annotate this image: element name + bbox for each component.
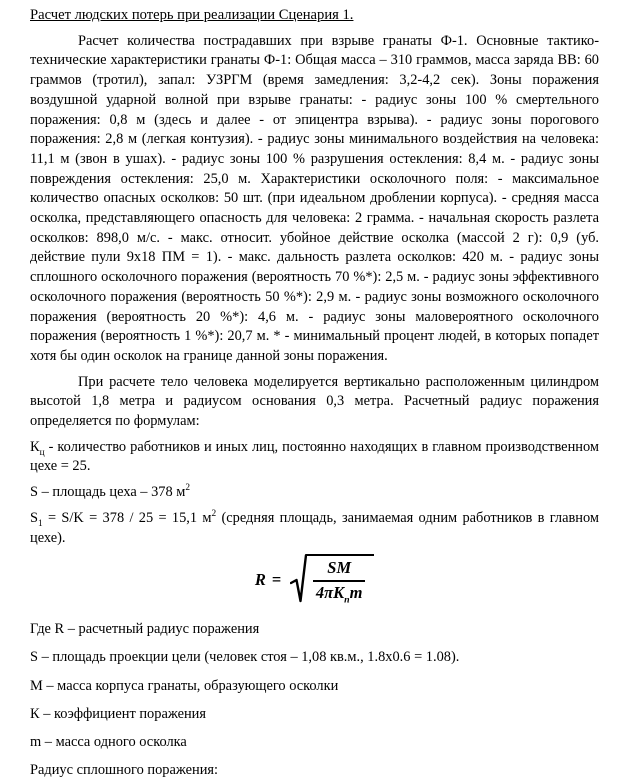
where-r-line: Где R – расчетный радиус поражения [30, 621, 260, 638]
definition-area-per-worker [30, 509, 599, 548]
where-fragment-mass-line: m – масса одного осколка [30, 734, 187, 751]
intro-paragraph: Расчет количества пострадавших при взрыве гранаты Ф-1. Основные тактико-технические характеристики гранаты Ф-1: Общая масса – 310 граммов, масса заряда ВВ: 60 граммов (тротил), запал: УЗРГМ (время замедления: 3,2-4,2 сек). Зоны поражения воздушной ударной волной при взрыве гранаты: - радиус зоны 100 % смертельного поражения: 0,8 м (здесь и далее - от эпицентра взрыва). - радиус зоны порогового поражения: 2,8 м (легкая контузия). - радиус зоны минимального воздействия на человека: 11,1 м (звон в ушах). - радиус зоны 100 % разрушения остекления: 8,4 м. - радиус зоны повреждения остекления: 25,0 м. Характеристики осколочного поля: - максимальное количество опасных осколков: 50 шт. (при идеальном дроблении корпуса). - средняя масса осколка, представляющего опасность для человека: 2 грамма. - начальная скорость разлета осколков: 898,0 м/с. - макс. относит. убойное действие осколка (массой 2 г): 0,9 (уб. действие пули 9х18 ПМ = 1). - макс. дальность разлета осколков: 420 м. - радиус зоны сплошного осколочного поражения (вероятность 70 %*): 2,5 м. - радиус зоны эффективного осколочного поражения (вероятность 50 %*): 2,9 м. - радиус зоны возможного осколочного поражения (вероятность 20 %*): 4,6 м. - радиус зоны маловероятного осколочного поражения (вероятность 1 %*): 20,7 м. * - минимальный процент людей, в которых попадет хотя бы один осколок на границе данной зоны поражения. [30, 32, 599, 364]
formula-lhs [255, 570, 281, 590]
radicand [306, 554, 374, 606]
formula-r-symbol: R [254, 570, 266, 590]
shop-area-text: S – площадь цеха – 378 м [30, 484, 186, 501]
s1-subscript: 1 [38, 518, 43, 529]
kc-subscript: ц [39, 447, 45, 458]
denominator-coefficient: 4πK [315, 583, 345, 603]
denominator-subscript: п [344, 594, 350, 606]
model-paragraph: При расчете тело человека моделируется вертикально расположенным цилиндром высотой 1,8 метра и радиусом основания 0,3 метра. Расчетный радиус поражения определяется по формулам: [30, 373, 599, 430]
definition-workers-count [30, 438, 599, 477]
s1-superscript: 2 [211, 509, 217, 520]
where-k-coefficient-line: К – коэффициент поражения [30, 705, 206, 722]
s1-equation: = S/K = 378 / 25 = 15,1 м [42, 509, 212, 526]
s1-description: (средняя площадь, занимаемая одним работников в главном цехе). [30, 509, 600, 546]
radical-sign-icon [290, 554, 307, 606]
kc-symbol: К [30, 438, 40, 455]
shop-area-superscript: 2 [185, 483, 191, 494]
where-grenade-mass-line: М – масса корпуса гранаты, образующего осколки [30, 677, 339, 694]
radius-section-heading: Радиус сплошного поражения: [30, 762, 219, 779]
s1-symbol: S [30, 509, 39, 526]
formula-numerator: SM [313, 559, 365, 582]
kc-description: - количество работников и иных лиц, постоянно находящих в главном производственном цехе = 25. [30, 438, 599, 475]
denominator-mass-symbol: m [349, 583, 363, 603]
formula-equals-sign: = [271, 570, 282, 590]
square-root-expression [290, 554, 374, 606]
fraction [313, 558, 365, 606]
where-s-line: S – площадь проекции цели (человек стоя – 1,08 кв.м., 1.8х0.6 = 1.08). [30, 649, 460, 666]
definition-shop-area [30, 483, 599, 503]
document-title: Расчет людских потерь при реализации Сценария 1. [30, 7, 354, 23]
formula-equation [255, 554, 374, 606]
formula-denominator [313, 582, 365, 606]
radius-formula [30, 554, 599, 606]
